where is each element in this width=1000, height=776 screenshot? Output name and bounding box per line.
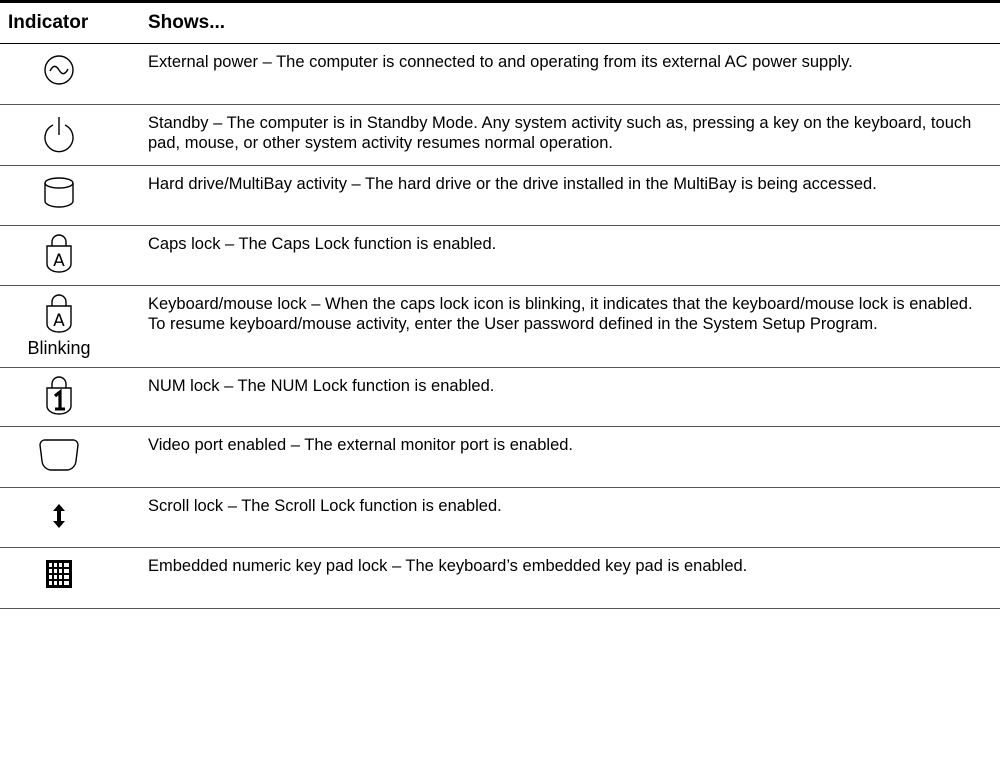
table-row	[0, 44, 1000, 105]
row-description: Keyboard/mouse lock – When the caps lock icon is blinking, it indicates that the keyboard/mouse lock is enabled. To resume keyboard/mouse activity, enter the User password defined in the System Setup Program.	[148, 295, 973, 333]
row-description: Hard drive/MultiBay activity – The hard drive or the drive installed in the MultiBay is being accessed.	[148, 175, 877, 193]
row-description: NUM lock – The NUM Lock function is enabled.	[148, 377, 495, 395]
header-indicator: Indicator	[8, 12, 89, 33]
table-row	[0, 166, 1000, 226]
table-row	[0, 226, 1000, 286]
table-row	[0, 368, 1000, 427]
blinking-label: Blinking	[27, 338, 91, 358]
table-row	[0, 427, 1000, 488]
row-description: Caps lock – The Caps Lock function is enabled.	[148, 235, 497, 253]
svg-text:A: A	[53, 251, 65, 271]
num-lock-icon	[44, 374, 74, 416]
hard-drive-icon	[43, 176, 75, 210]
row-description: Standby – The computer is in Standby Mode. Any system activity such as, pressing a key on the keyboard, touch pad, mouse, or other system activity resumes normal operation.	[148, 114, 972, 152]
keypad-icon	[46, 560, 72, 588]
row-description: Embedded numeric key pad lock – The keyboard’s embedded key pad is enabled.	[148, 557, 748, 575]
table-row	[0, 286, 1000, 368]
caps-lock-icon	[44, 292, 74, 334]
video-port-icon	[38, 437, 80, 473]
table-row	[0, 548, 1000, 609]
scroll-lock-icon	[52, 504, 66, 528]
table-row	[0, 488, 1000, 548]
table-header	[0, 3, 1000, 44]
caps-lock-icon	[44, 232, 74, 274]
header-shows: Shows...	[148, 12, 226, 33]
standby-power-icon	[42, 115, 76, 155]
row-description: External power – The computer is connected to and operating from its external AC power supply.	[148, 53, 853, 71]
svg-text:A: A	[53, 311, 65, 331]
row-description: Video port enabled – The external monitor port is enabled.	[148, 436, 574, 454]
ac-power-icon	[43, 54, 75, 86]
row-description: Scroll lock – The Scroll Lock function is enabled.	[148, 497, 502, 515]
table-row	[0, 105, 1000, 166]
